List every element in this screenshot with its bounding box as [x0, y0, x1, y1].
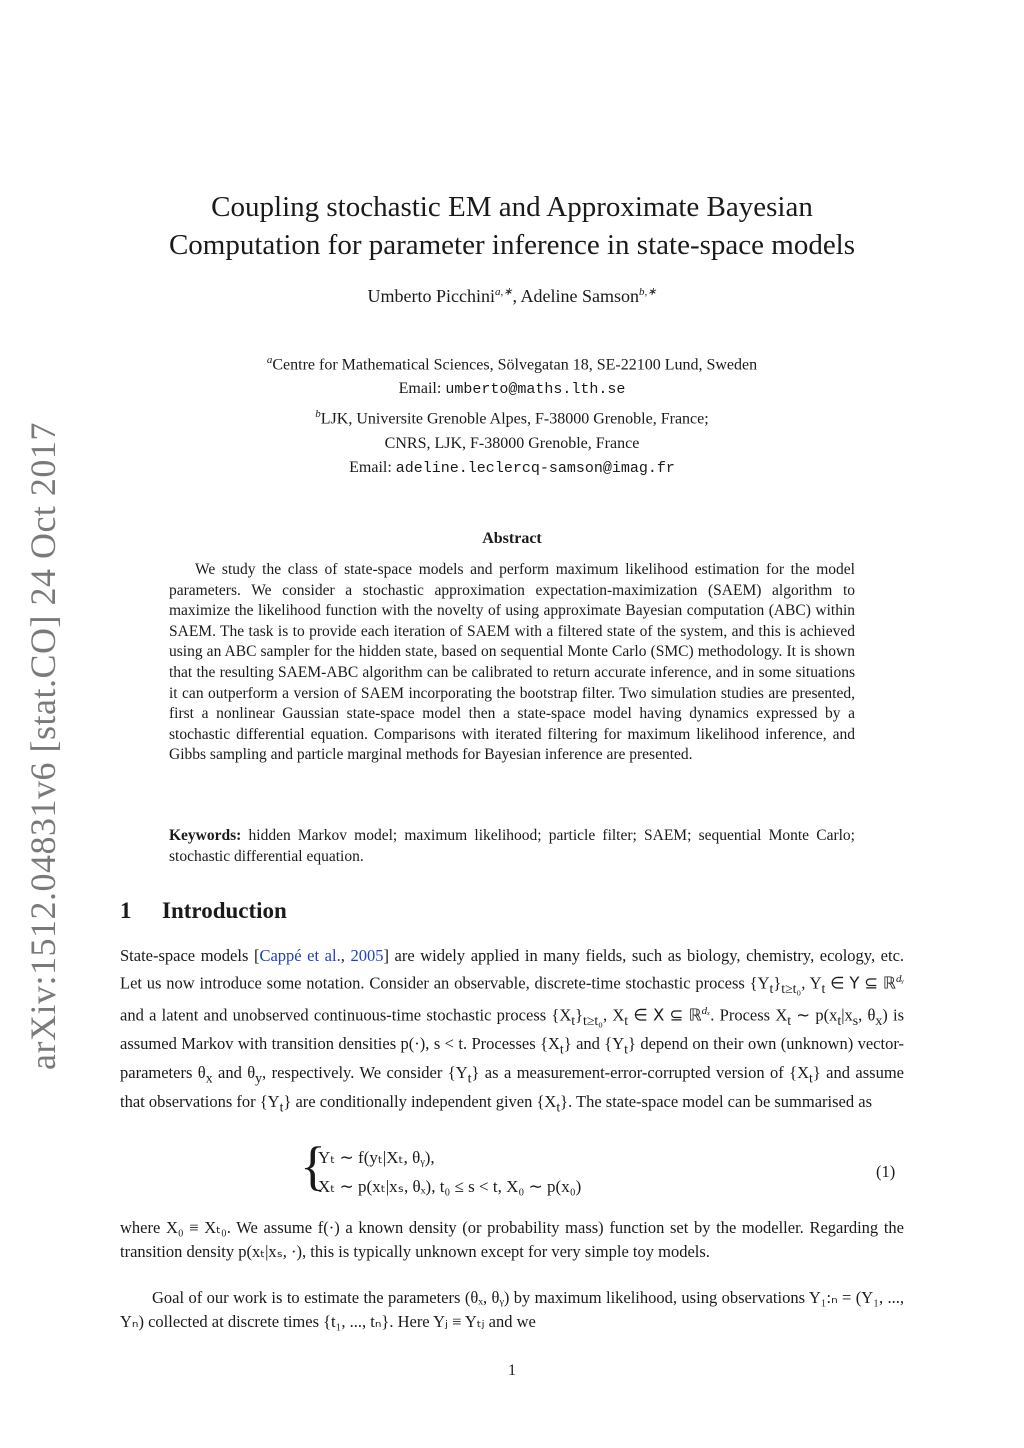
subscript: s: [852, 1012, 859, 1028]
subscript: t: [837, 1012, 842, 1028]
page-number: 1: [508, 1362, 516, 1379]
author-list: [120, 285, 904, 307]
text-run: } and {Y: [563, 1034, 625, 1054]
text-run: ,: [340, 946, 351, 965]
affiliation-b: [120, 402, 904, 431]
title-line-1: Coupling stochastic EM and Approximate Bayesian: [211, 191, 813, 223]
keywords-label: Keywords:: [169, 827, 242, 844]
subscript: t: [559, 1041, 564, 1057]
affil-text: LJK, Universite Grenoble Alpes, F-38000 Grenoble, France;: [320, 410, 709, 428]
author-affil-mark: a,∗: [495, 286, 513, 298]
text-run: }: [773, 973, 782, 992]
goal-paragraph: Goal of our work is to estimate the parameters (θₓ, θᵧ) by maximum likelihood, using observations Y₁:ₙ = (Y₁, ..., Yₙ) collected at discrete times {t₁, ..., tₙ}. Here Yⱼ ≡ Yₜⱼ and we: [120, 1288, 904, 1331]
text-run: and a latent and unobserved continuous-time stochastic process {X: [120, 1005, 572, 1025]
affil-text: Centre for Mathematical Sciences, Sölvegatan 18, SE-22100 Lund, Sweden: [272, 356, 758, 374]
email-label: Email:: [349, 458, 396, 476]
section-heading: [120, 898, 287, 924]
text-run: , X: [602, 1005, 625, 1025]
author-name: Umberto Picchini: [367, 286, 496, 306]
section-title: Introduction: [162, 898, 287, 923]
subscript: x: [875, 1012, 883, 1028]
keywords: [169, 826, 855, 867]
email-label: Email:: [398, 380, 446, 398]
email-link[interactable]: umberto@maths.lth.se: [445, 381, 626, 399]
affiliations: [120, 348, 904, 481]
text-run: |x: [841, 1005, 853, 1025]
text-run: } and assume that observations for {Y: [120, 1062, 905, 1111]
author-name: Adeline Samson: [520, 286, 639, 306]
text-run: ∼ p(x: [791, 1005, 838, 1025]
affil-mark: b: [315, 408, 321, 421]
subscript: t: [624, 1012, 629, 1028]
text-run: . Process X: [710, 1005, 788, 1025]
citation-link[interactable]: Cappé et al.: [259, 946, 341, 965]
text-run: , θ: [858, 1005, 876, 1025]
email-b: [120, 456, 904, 481]
email-a: [120, 377, 904, 402]
subscript: t: [467, 1070, 472, 1086]
subscript: t: [769, 980, 774, 996]
paragraph-after-equation: where X₀ ≡ Xₜ₀. We assume f(·) a known density (or probability mass) function set by the modeller. Regarding the transition density p(xₜ|xₛ, ·), this is typically unknown except for very simple toy models.: [120, 1218, 904, 1261]
arxiv-identifier: arXiv:1512.04831v6 [stat.CO] 24 Oct 2017: [23, 422, 63, 1070]
text-run: } are conditionally independent given {X: [283, 1091, 557, 1111]
text-run: ] are widely applied in many fields, such as biology, chemistry, ecology, etc. Let us now introduce some notation. Consider an observable, discrete-time stochastic process {Y: [120, 946, 905, 992]
keywords-text: hidden Markov model; maximum likelihood; particle filter; SAEM; sequential Monte Carlo; stochastic differential equation.: [169, 827, 855, 865]
text-run: ) is assumed Markov with transition densities p(·), s < t. Processes {X: [120, 1005, 905, 1054]
title-line-2: Computation for parameter inference in state-space models: [168, 229, 856, 261]
superscript: dₓ: [701, 1004, 711, 1017]
intro-paragraph: [120, 944, 904, 1118]
subscript: x: [205, 1070, 213, 1086]
affiliation-b-2: CNRS, LJK, F-38000 Grenoble, France: [384, 434, 640, 452]
text-run: ∈ 𝖸 ⊆ ℝ: [825, 973, 896, 992]
text-run: } as a measurement-error-corrupted version of {X: [471, 1062, 810, 1082]
left-brace: {: [300, 1136, 326, 1196]
citation-year-link[interactable]: 2005: [350, 946, 384, 965]
affiliation-a: [120, 348, 904, 377]
subscript: t: [809, 1070, 813, 1086]
equation-line-1: Yₜ ∼ f(yₜ|Xₜ, θᵧ),: [318, 1148, 435, 1167]
text-run: State-space models [: [120, 946, 260, 965]
subscript: t≥t₀: [781, 980, 802, 996]
abstract-heading: Abstract: [482, 530, 542, 547]
email-link[interactable]: adeline.leclercq-samson@imag.fr: [395, 459, 675, 477]
abstract-body: We study the class of state-space models and perform maximum likelihood estimation for the model parameters. We consider a stochastic approximation expectation-maximization (SAEM) algorithm to maximize the likelihood function with the novelty of using approximate Bayesian computation (ABC) within SAEM. The task is to provide each iteration of SAEM with a filtered state of the system, and this is achieved using an ABC sampler for the hidden state, based on sequential Monte Carlo (SMC) methodology. It is shown that the resulting SAEM-ABC algorithm can be calibrated to return accurate inference, and in some situations it can outperform a version of SAEM incorporating the bootstrap filter. Two simulation studies are presented, first a nonlinear Gaussian state-space model then a state-space model having dynamics expressed by a stochastic differential equation. Comparisons with iterated filtering for maximum likelihood inference, and Gibbs sampling and particle marginal methods for Bayesian inference are presented.: [169, 561, 855, 764]
author-affil-mark: b,∗: [639, 286, 657, 298]
text-run: }. The state-space model can be summarised as: [560, 1091, 872, 1111]
equation-number: (1): [876, 1162, 896, 1181]
superscript: dᵧ: [895, 972, 904, 985]
text-run: ∈ 𝖷 ⊆ ℝ: [628, 1005, 702, 1025]
subscript: y: [255, 1070, 263, 1086]
subscript: t: [787, 1012, 792, 1028]
text-run: , respectively. We consider {Y: [262, 1062, 468, 1082]
subscript: t: [624, 1041, 628, 1057]
paper-title: [120, 188, 904, 264]
text-run: } depend on their own (unknown) vector-parameters θ: [120, 1034, 904, 1082]
subscript: t: [556, 1098, 561, 1114]
subscript: t≥t₀: [583, 1012, 603, 1028]
affil-mark: a: [266, 354, 273, 366]
author-separator: ,: [512, 286, 521, 306]
text-run: , Y: [801, 973, 822, 992]
subscript: t: [571, 1012, 576, 1028]
text-run: and θ: [212, 1062, 256, 1082]
subscript: t: [821, 980, 826, 996]
subscript: t: [279, 1098, 284, 1114]
section-number: 1: [120, 898, 132, 923]
text-run: }: [575, 1005, 583, 1025]
equation-line-2: Xₜ ∼ p(xₜ|xₛ, θₓ), t₀ ≤ s < t, X₀ ∼ p(x₀): [318, 1177, 582, 1196]
